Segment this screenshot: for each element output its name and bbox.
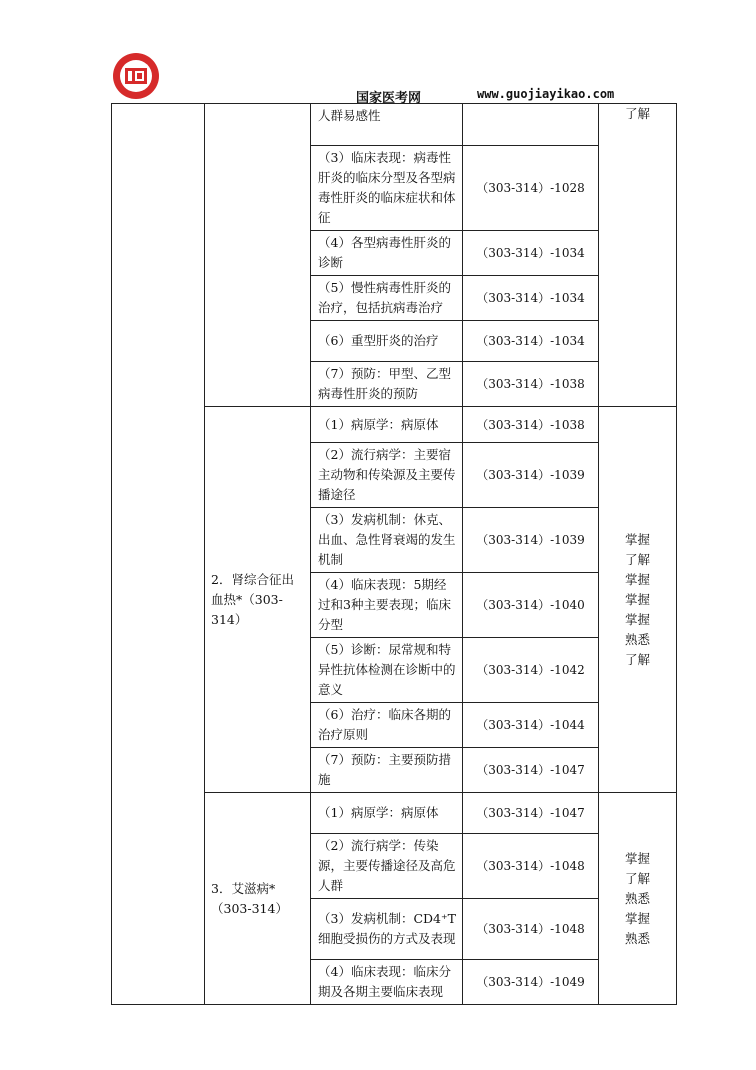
syllabus-table [111, 103, 677, 1005]
content-cell: （1）病原学：病原体 [311, 407, 463, 443]
ref-cell: （303-314）-1034 [463, 276, 599, 321]
content-cell: （7）预防：甲型、乙型病毒性肝炎的预防 [311, 362, 463, 407]
ref-cell: （303-314）-1040 [463, 573, 599, 638]
content-cell: （3）临床表现：病毒性肝炎的临床分型及各型病毒性肝炎的临床症状和体征 [311, 146, 463, 231]
topic-cell [205, 104, 311, 407]
content-cell: （3）发病机制：休克、出血、急性肾衰竭的发生机制 [311, 508, 463, 573]
site-name: 国家医考网 [356, 91, 422, 106]
unit-cell [112, 104, 205, 1005]
content-cell: （2）流行病学：主要宿主动物和传染源及主要传播途径 [311, 443, 463, 508]
ref-cell: （303-314）-1044 [463, 703, 599, 748]
content-cell: （4）各型病毒性肝炎的诊断 [311, 231, 463, 276]
content-cell: （4）临床表现：临床分期及各期主要临床表现 [311, 960, 463, 1005]
topic-cell: 2．肾综合征出血热*（303-314） [205, 407, 311, 793]
level-cell: 掌握 了解 掌握 掌握 掌握 熟悉 了解 [599, 407, 677, 793]
content-cell: （1）病原学：病原体 [311, 793, 463, 834]
site-url[interactable]: www.guojiayikao.com [477, 87, 615, 101]
content-cell: （7）预防：主要预防措施 [311, 748, 463, 793]
ref-cell: （303-314）-1039 [463, 508, 599, 573]
ref-cell: （303-314）-1039 [463, 443, 599, 508]
ref-cell: （303-314）-1048 [463, 834, 599, 899]
content-cell: （4）临床表现：5期经过和3种主要表现；临床分型 [311, 573, 463, 638]
topic-cell: 3．艾滋病*（303-314） [205, 793, 311, 1005]
ref-cell: （303-314）-1049 [463, 960, 599, 1005]
ref-cell: （303-314）-1034 [463, 321, 599, 362]
content-cell: （2）流行病学：传染源，主要传播途径及高危人群 [311, 834, 463, 899]
content-cell: （6）治疗：临床各期的治疗原则 [311, 703, 463, 748]
ref-cell: （303-314）-1047 [463, 748, 599, 793]
content-cell: （5）慢性病毒性肝炎的治疗，包括抗病毒治疗 [311, 276, 463, 321]
content-cell: （3）发病机制：CD4⁺T细胞受损伤的方式及表现 [311, 899, 463, 960]
level-cell: 了解 [599, 104, 677, 407]
ref-cell: （303-314）-1038 [463, 362, 599, 407]
ref-cell [463, 104, 599, 146]
ref-cell: （303-314）-1038 [463, 407, 599, 443]
ref-cell: （303-314）-1048 [463, 899, 599, 960]
ref-cell: （303-314）-1034 [463, 231, 599, 276]
ref-cell: （303-314）-1047 [463, 793, 599, 834]
level-cell: 掌握 了解 熟悉 掌握 熟悉 [599, 793, 677, 1005]
content-cell: （6）重型肝炎的治疗 [311, 321, 463, 362]
table-row [112, 104, 677, 146]
content-cell: （5）诊断：尿常规和特异性抗体检测在诊断中的意义 [311, 638, 463, 703]
ref-cell: （303-314）-1042 [463, 638, 599, 703]
logo-icon [111, 51, 161, 101]
content-cell: 人群易感性 [311, 104, 463, 146]
ref-cell: （303-314）-1028 [463, 146, 599, 231]
